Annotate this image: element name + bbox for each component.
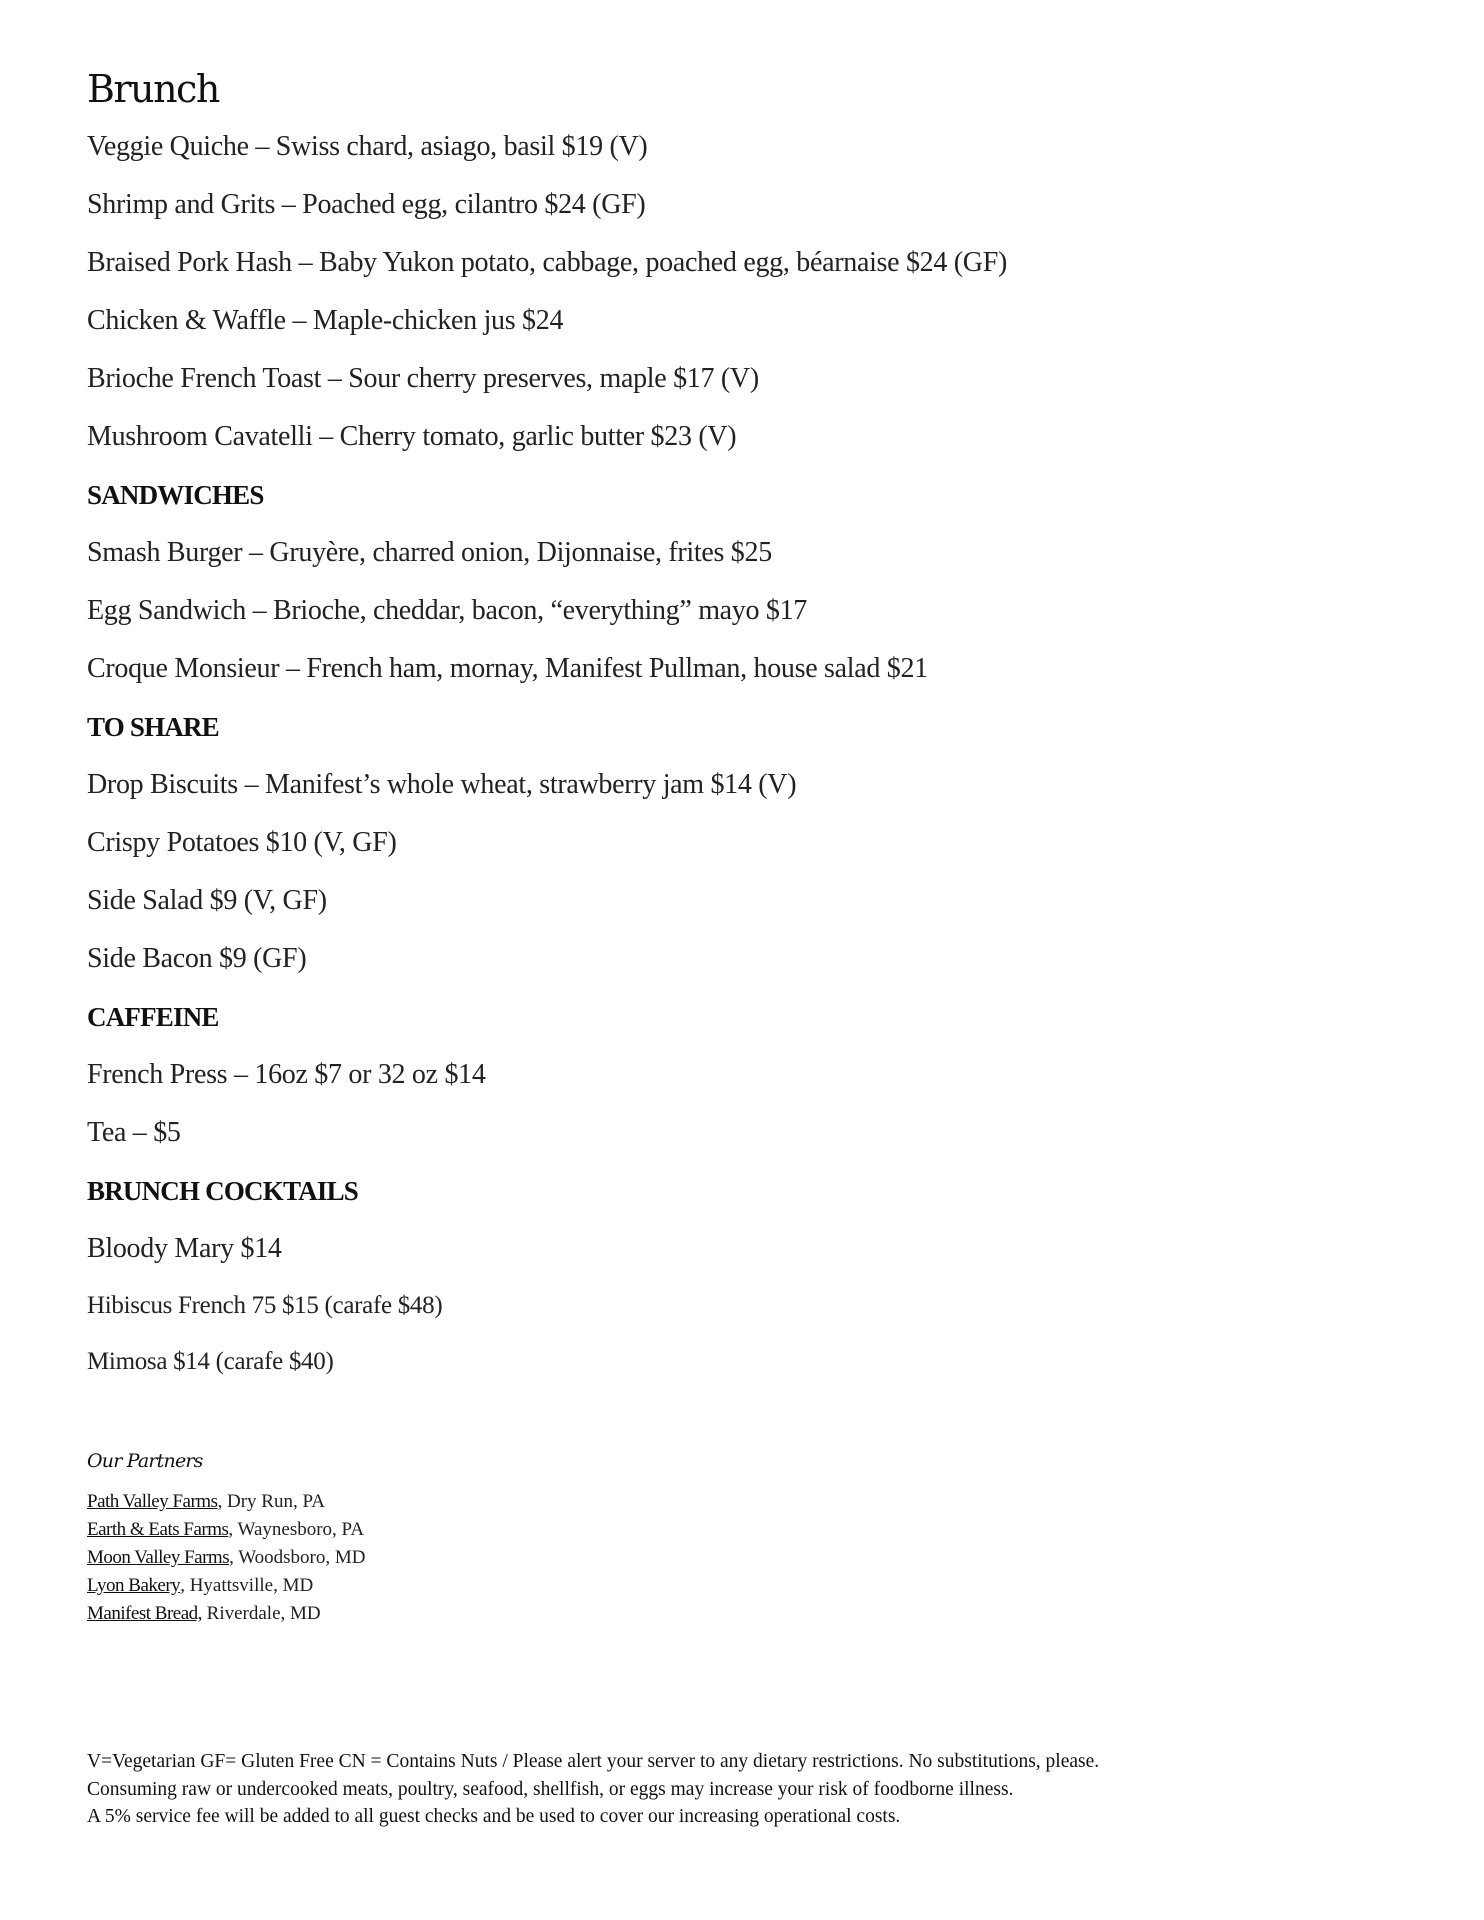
caffeine-list <box>87 1054 1387 1170</box>
menu-item: Drop Biscuits – Manifest’s whole wheat, strawberry jam $14 (V) <box>87 769 797 800</box>
menu-item: Mimosa $14 (carafe $40) <box>87 1348 334 1375</box>
partners-section <box>87 1450 366 1628</box>
menu-item: Braised Pork Hash – Baby Yukon potato, cabbage, poached egg, béarnaise $24 (GF) <box>87 247 1008 278</box>
partners-title: Our Partners <box>87 1450 203 1472</box>
menu-item: Brioche French Toast – Sour cherry preserves, maple $17 (V) <box>87 363 759 394</box>
menu-item: Chicken & Waffle – Maple-chicken jus $24 <box>87 305 564 336</box>
menu-item: Hibiscus French 75 $15 (carafe $48) <box>87 1292 443 1319</box>
section-heading-to-share: TO SHARE <box>87 712 219 742</box>
partner-row <box>87 1600 366 1628</box>
partner-name: Path Valley Farms <box>87 1491 218 1512</box>
partner-location: , Hyattsville, MD <box>180 1575 314 1596</box>
to-share-list <box>87 764 1387 996</box>
partner-location: , Waynesboro, PA <box>228 1519 365 1540</box>
partner-location: , Woodsboro, MD <box>229 1547 366 1568</box>
sandwiches-list <box>87 532 1387 706</box>
menu-item: Side Bacon $9 (GF) <box>87 943 307 974</box>
section-heading-caffeine: CAFFEINE <box>87 1002 219 1032</box>
partner-row <box>87 1572 366 1600</box>
menu-page <box>87 60 1387 1398</box>
section-heading-sandwiches: SANDWICHES <box>87 480 264 510</box>
service-fee-note: A 5% service fee will be added to all guest checks and be used to cover our increasing operational costs. <box>87 1806 901 1827</box>
partner-location: , Dry Run, PA <box>217 1491 325 1512</box>
partner-name: Moon Valley Farms <box>87 1547 230 1568</box>
partner-location: Riverdale, MD <box>201 1603 321 1624</box>
footer-notes <box>87 1748 1099 1831</box>
section-heading-brunch-cocktails: BRUNCH COCKTAILS <box>87 1176 358 1206</box>
food-safety-note: Consuming raw or undercooked meats, poultry, seafood, shellfish, or eggs may increase your risk of foodborne illness. <box>87 1778 1014 1800</box>
partner-name: Manifest Bread, <box>87 1603 202 1624</box>
partner-name: Lyon Bakery <box>87 1575 181 1596</box>
menu-title: Brunch <box>87 67 219 111</box>
menu-item: Veggie Quiche – Swiss chard, asiago, basil $19 (V) <box>87 131 648 162</box>
menu-item: Shrimp and Grits – Poached egg, cilantro $24 (GF) <box>87 189 646 220</box>
menu-item: Crispy Potatoes $10 (V, GF) <box>87 827 397 858</box>
menu-item: Mushroom Cavatelli – Cherry tomato, garlic butter $23 (V) <box>87 421 737 452</box>
menu-item: Tea – $5 <box>87 1117 181 1148</box>
menu-item: Egg Sandwich – Brioche, cheddar, bacon, “everything” mayo $17 <box>87 595 808 626</box>
dietary-note: V=Vegetarian GF= Gluten Free CN = Contains Nuts / Please alert your server to any dietary restrictions. No substitutions, please. <box>87 1751 1100 1772</box>
partner-name: Earth & Eats Farms <box>87 1519 229 1540</box>
menu-item: Croque Monsieur – French ham, mornay, Manifest Pullman, house salad $21 <box>87 653 928 684</box>
brunch-list <box>87 126 1387 474</box>
menu-item: French Press – 16oz $7 or 32 oz $14 <box>87 1059 486 1090</box>
partner-row <box>87 1544 366 1572</box>
menu-item: Side Salad $9 (V, GF) <box>87 885 327 916</box>
cocktails-list <box>87 1228 1387 1398</box>
menu-item: Bloody Mary $14 <box>87 1233 282 1264</box>
menu-item: Smash Burger – Gruyère, charred onion, Dijonnaise, frites $25 <box>87 537 772 568</box>
partner-row <box>87 1488 366 1516</box>
partner-row <box>87 1516 366 1544</box>
